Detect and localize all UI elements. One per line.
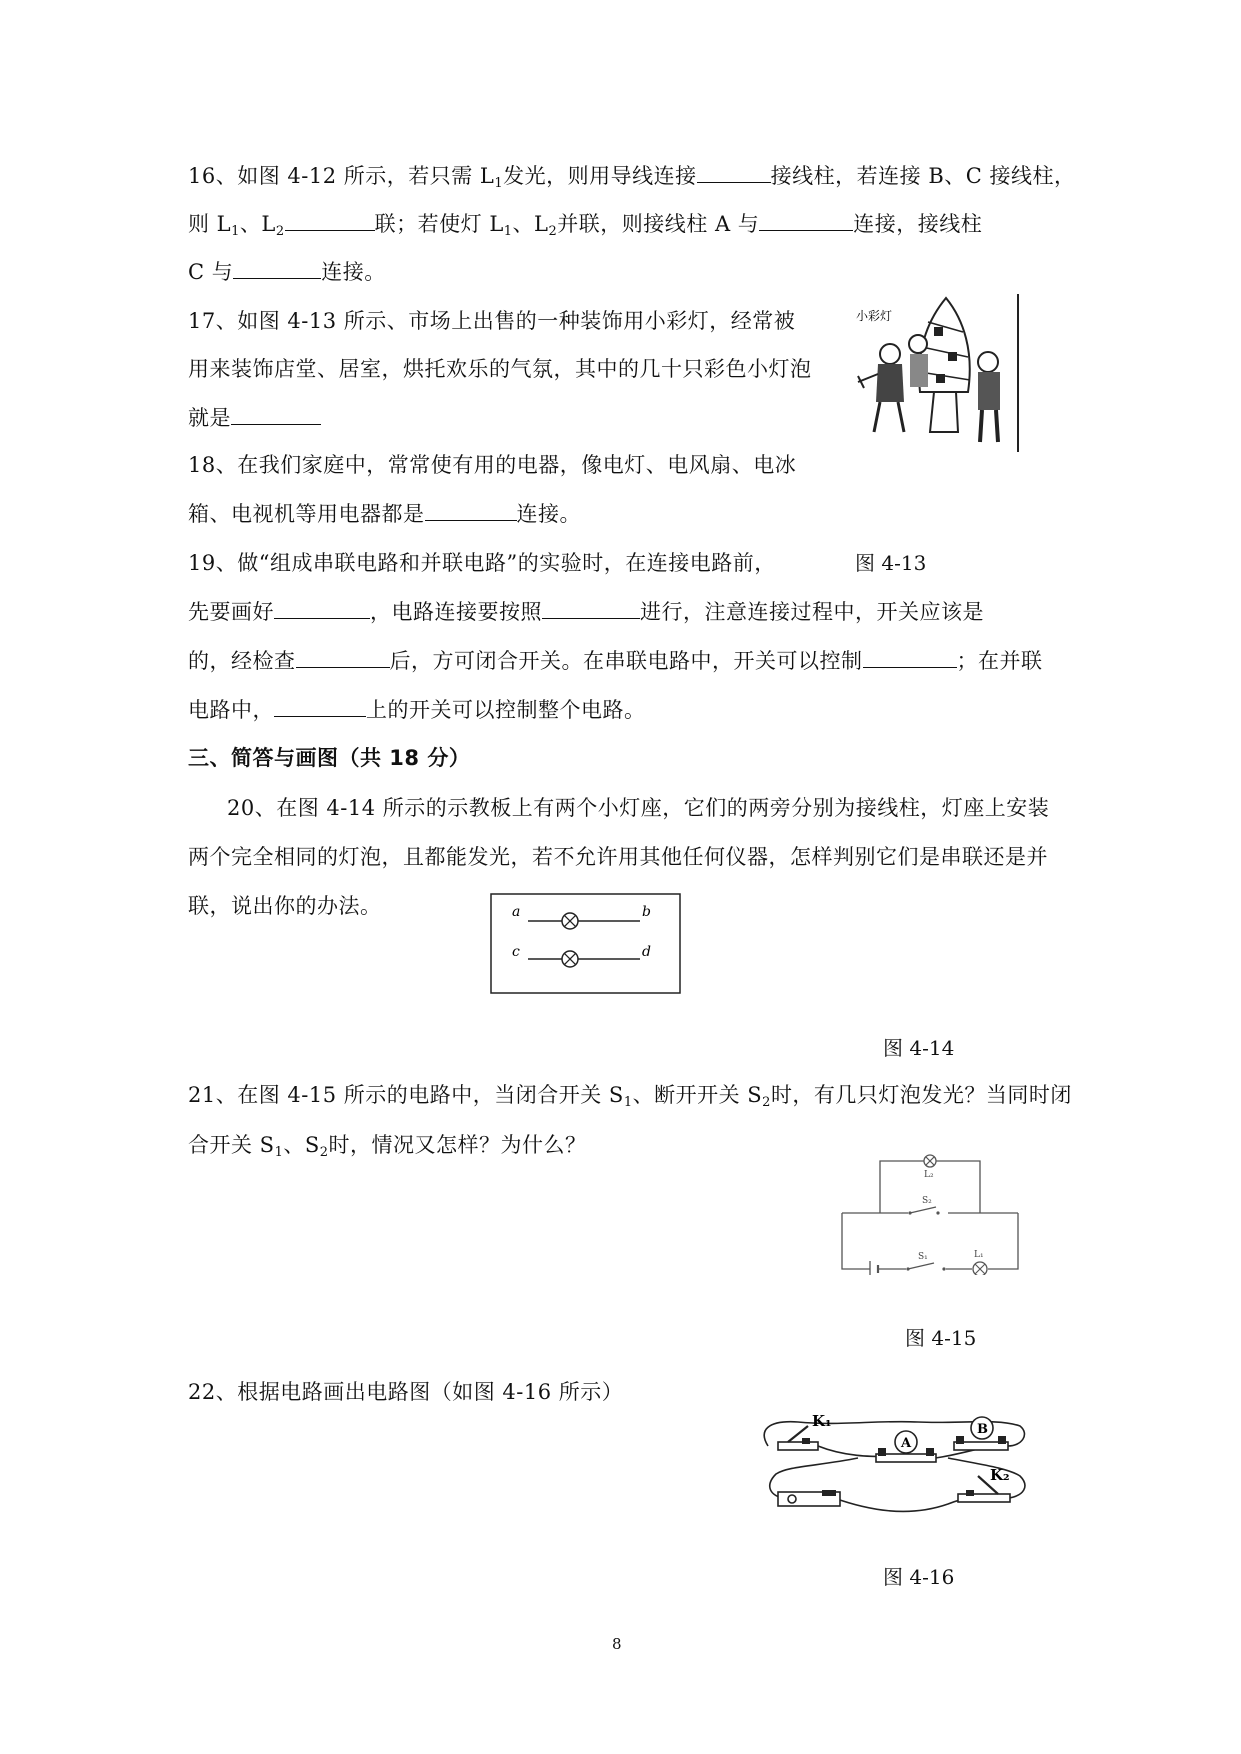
q16-line-1 [188,160,1076,191]
q19-text: 的，经检查 [188,649,296,673]
switch-k2-label: K₂ [990,1466,1010,1484]
figure-4-15-circuit [838,1153,1028,1275]
switch-contact [936,1211,939,1214]
q19-text: 先要画好 [188,600,274,624]
q18-line-1: 18、在我们家庭中，常常使有用的电器，像电灯、电风扇、电冰 [188,453,797,477]
light-bulb [934,327,943,336]
q16-text: 连接，接线柱 [853,212,983,236]
q16-text: 接线柱，若连接 B、C 接线柱， [770,164,1076,188]
q19-text: 后，方可闭合开关。在串联电路中，开关可以控制 [389,649,863,673]
wire [842,1213,870,1269]
switch-s1-label: S₁ [918,1252,928,1262]
q20-line-2: 两个完全相同的灯泡，且都能发光，若不允许用其他任何仪器，怎样判别它们是串联还是并 [188,845,1048,869]
answer-blank[interactable] [425,498,517,521]
answer-blank[interactable] [231,402,321,425]
terminal [956,1436,964,1444]
switch-pivot [908,1211,911,1214]
subscript: 1 [503,224,513,239]
q16-text: 、L [512,212,549,236]
subscript: 1 [274,1145,284,1160]
child-legs [980,410,998,442]
switch-s2-label: S₂ [922,1196,932,1206]
figure-4-16-physical-circuit [758,1400,1030,1530]
q16-line-3 [188,256,386,287]
q21-line-2 [188,1130,587,1160]
terminal [802,1438,810,1444]
q21-text: 时，有几只灯泡发光？当同时闭 [770,1083,1072,1107]
q22-line-1: 22、根据电路画出电路图（如图 4-16 所示） [188,1380,624,1404]
child-legs [874,402,904,432]
q16-text: 联；若使灯 L [374,212,504,236]
q21-line-1 [188,1080,1072,1110]
answer-blank[interactable] [274,596,370,619]
q21-text: 合开关 S [188,1133,275,1157]
subscript: 2 [762,1095,771,1110]
switch-contact [942,1267,945,1270]
answer-blank[interactable] [233,256,321,279]
tree-pot [930,392,958,432]
answer-blank[interactable] [759,208,853,231]
q18-line-2 [188,498,581,529]
figure-4-14-teaching-board [490,893,682,995]
child-head [909,335,927,353]
terminal-d-label: d [642,944,651,960]
q21-text: 时，情况又怎样？为什么？ [328,1133,587,1157]
switch-base [958,1494,1010,1502]
switch-base [778,1442,818,1450]
q18-text: 连接。 [516,502,581,526]
trumpet [858,374,878,388]
battery-terminal [822,1490,836,1496]
switch-pivot [906,1267,909,1270]
q16-line-2 [188,208,982,239]
subscript: 1 [494,176,504,191]
figure-4-13-caption: 图 4-13 [855,551,927,575]
q16-text: C 与 [188,260,234,284]
q17-text: 就是 [188,406,231,430]
q19-text: ；在并联 [956,649,1043,673]
q19-line-4 [188,694,646,725]
light-bulb [948,352,957,361]
q16-text: 16、如图 4-12 所示，若只需 L [188,164,495,188]
subscript: 1 [231,224,240,239]
string-lights-illustration [838,292,1023,460]
q16-text: 并联，则接线柱 A 与 [557,212,760,236]
wire [948,1458,1025,1498]
q20-line-3: 联，说出你的办法。 [188,894,382,918]
terminal-b-label: b [642,904,651,920]
subscript: 2 [319,1145,329,1160]
q21-text: 21、在图 4-15 所示的电路中，当闭合开关 S [188,1083,624,1107]
child-body [910,354,928,387]
terminal [966,1490,974,1496]
wire [988,1213,1018,1269]
child-head [880,344,900,364]
section-3-heading: 三、简答与画图（共 18 分） [188,746,471,770]
switch-k1-label: K₁ [812,1412,832,1430]
lamp-a-label: A [901,1436,912,1451]
q19-line-2 [188,596,984,627]
q19-line-1: 19、做“组成串联电路和并联电路”的实验时，在连接电路前， [188,551,776,575]
answer-blank[interactable] [863,645,957,668]
q17-line-1: 17、如图 4-13 所示、市场上出售的一种装饰用小彩灯，经常被 [188,309,796,333]
lamp-b-label: B [977,1422,988,1437]
q16-text: 则 L [188,212,232,236]
terminal [998,1436,1006,1444]
q20-line-1: 20、在图 4-14 所示的示教板上有两个小灯座，它们的两旁分别为接线柱，灯座上安装 [227,796,1050,820]
subscript: 2 [275,224,285,239]
child-body [876,364,904,402]
terminal [926,1448,934,1456]
battery-terminal [788,1495,796,1503]
lamp-l2-label: L₂ [924,1170,934,1180]
terminal-c-label: c [512,944,520,960]
q18-text: 箱、电视机等用电器都是 [188,502,425,526]
q19-text: ，电路连接要按照 [370,600,542,624]
q17-line-2: 用来装饰店堂、居室，烘托欢乐的气氛，其中的几十只彩色小灯泡 [188,357,812,381]
q17-line-3 [188,402,321,433]
child-head [978,352,998,372]
answer-blank[interactable] [296,645,390,668]
q19-text: 电路中， [188,698,274,722]
answer-blank[interactable] [697,160,771,183]
page-number: 8 [612,1635,622,1653]
answer-blank[interactable] [274,694,366,717]
lamp-l1-label: L₁ [974,1250,984,1260]
q19-text: 上的开关可以控制整个电路。 [366,698,646,722]
subscript: 2 [548,224,558,239]
switch-s1 [908,1263,934,1269]
answer-blank[interactable] [285,208,375,231]
figure-4-14-caption: 图 4-14 [883,1036,955,1060]
answer-blank[interactable] [542,596,640,619]
q21-text: 、S [283,1133,320,1157]
child-body [978,372,1000,410]
q16-text: 连接。 [321,260,386,284]
figure-label: 小彩灯 [856,309,893,323]
q19-text: 进行，注意连接过程中，开关应该是 [640,600,984,624]
light-bulb [936,374,945,383]
q16-text: 发光，则用导线连接 [503,164,697,188]
q19-line-3 [188,645,1043,676]
terminal [878,1448,886,1456]
figure-4-16-caption: 图 4-16 [883,1565,955,1589]
q21-text: 、断开开关 S [632,1083,763,1107]
q16-text: 、L [239,212,276,236]
subscript: 1 [623,1095,633,1110]
figure-4-15-caption: 图 4-15 [905,1326,977,1350]
terminal-a-label: a [512,904,521,920]
